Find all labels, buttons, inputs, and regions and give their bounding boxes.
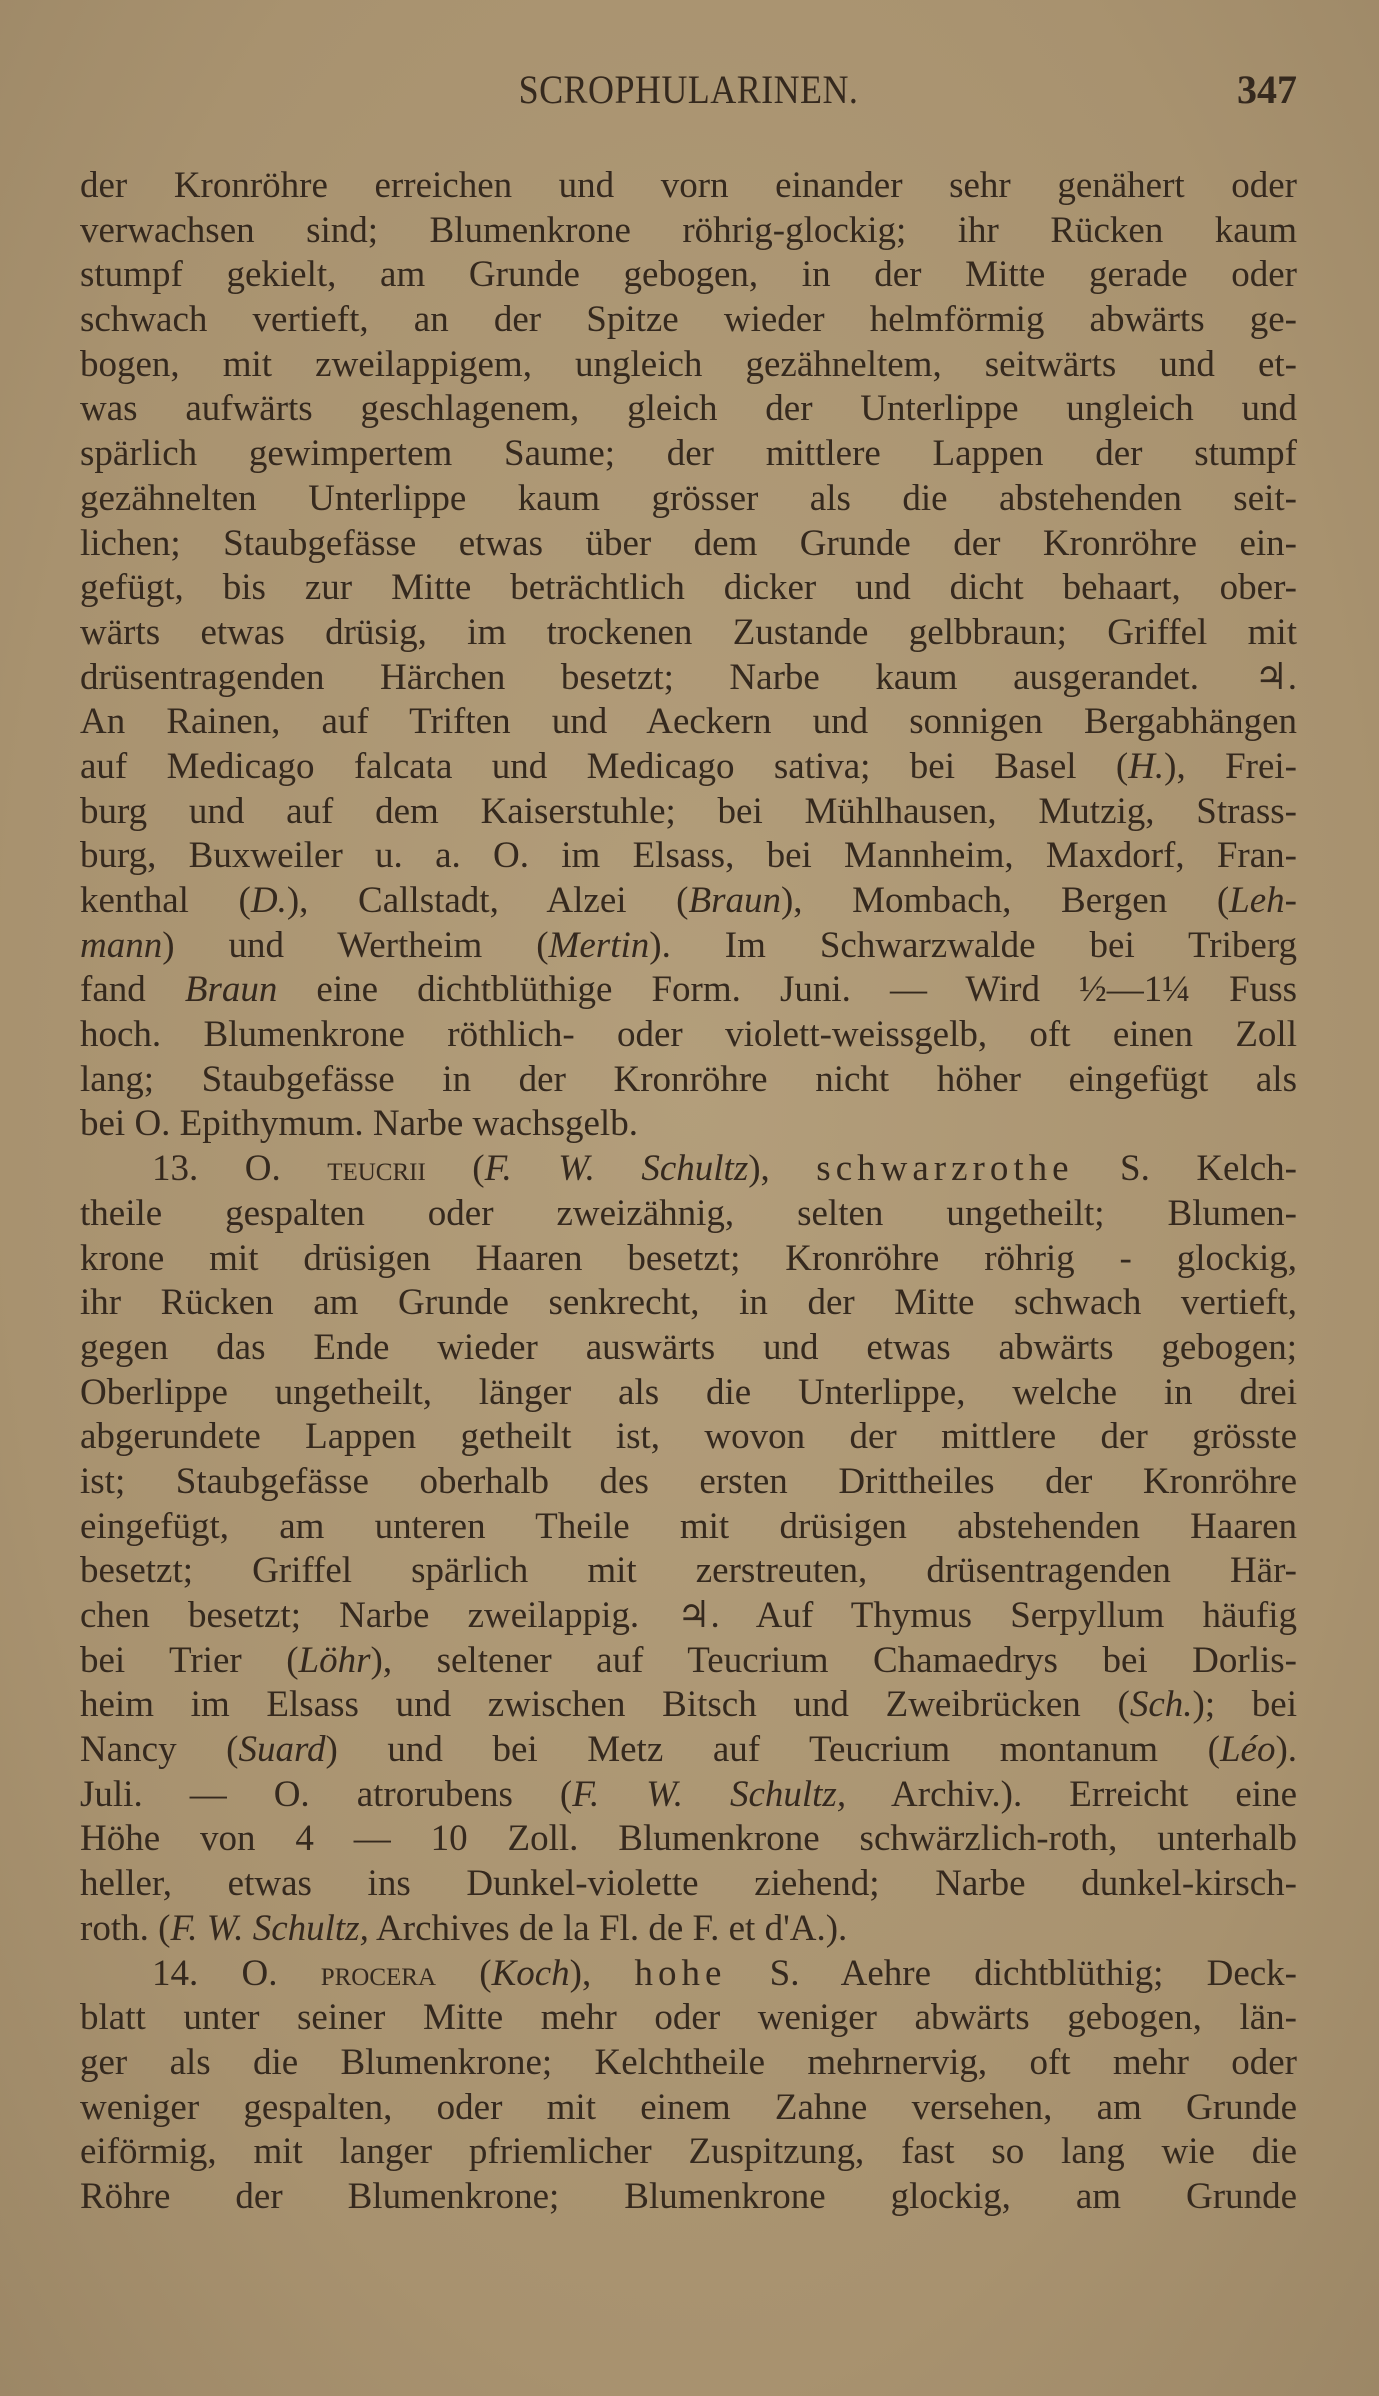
text-segment: An Rainen, auf Triften und Aeckern und sonnigen Bergabhängen	[80, 701, 1297, 743]
text-segment: ), Mombach, Bergen (	[780, 880, 1230, 921]
text-segment: schwach vertieft, an der Spitze wieder helmförmig abwärts ge-	[80, 299, 1297, 341]
spaced-text: hohe	[634, 1952, 727, 1994]
page-number: 347	[1237, 67, 1297, 112]
text-segment: Archiv.). Erreicht eine	[846, 1773, 1297, 1815]
text-segment: fand	[80, 969, 185, 1011]
text-segment: heim im Elsass und zwischen Bitsch und Zweibrücken (	[80, 1684, 1130, 1726]
text-line	[80, 2130, 1297, 2175]
text-segment: S. Aehre dichtblüthig; Deck-	[726, 1952, 1297, 1994]
italic-text: Sch.	[1129, 1684, 1193, 1726]
species-name: teucrii	[327, 1149, 426, 1189]
text-line	[80, 1594, 1297, 1639]
text-line	[80, 477, 1297, 522]
text-segment: roth. (	[80, 1907, 171, 1949]
text-segment: ),	[569, 1952, 635, 1994]
text-line	[80, 1281, 1297, 1326]
text-line	[80, 1192, 1297, 1237]
text-line	[80, 879, 1297, 924]
text-segment: ), seltener auf Teucrium Chamaedrys bei Dorlis-	[370, 1639, 1298, 1681]
text-segment: Juli. — O. atrorubens (	[80, 1773, 573, 1815]
text-segment: ); bei	[1192, 1684, 1297, 1726]
running-title: SCROPHULARINEN.	[518, 67, 859, 112]
text-line	[80, 253, 1297, 298]
text-line	[80, 1773, 1297, 1818]
text-line	[80, 522, 1297, 567]
text-segment: (	[425, 1148, 485, 1190]
text-line	[80, 1728, 1297, 1773]
text-line	[80, 1326, 1297, 1371]
text-line	[80, 790, 1297, 835]
text-segment: S. Kelch-	[1073, 1148, 1297, 1190]
body-text	[80, 164, 1297, 2220]
text-segment: krone mit drüsigen Haaren besetzt; Kronröhre röhrig - glockig,	[80, 1237, 1297, 1279]
text-line	[80, 432, 1297, 477]
text-line	[80, 1862, 1297, 1907]
text-line	[80, 700, 1297, 745]
text-line	[80, 1907, 1297, 1952]
text-line	[80, 1237, 1297, 1282]
text-segment: besetzt; Griffel spärlich mit zerstreuten, drüsentragenden Här-	[80, 1550, 1297, 1592]
text-segment: Oberlippe ungetheilt, länger als die Unterlippe, welche in drei	[80, 1371, 1297, 1413]
text-segment: burg und auf dem Kaiserstuhle; bei Mühlhausen, Mutzig, Strass-	[80, 790, 1297, 832]
text-segment: theile gespalten oder zweizähnig, selten ungetheilt; Blumen-	[80, 1192, 1297, 1234]
italic-text: Koch	[491, 1952, 570, 1994]
text-segment: abgerundete Lappen getheilt ist, wovon der mittlere der grösste	[80, 1416, 1297, 1458]
text-segment: eine dichtblüthige Form. Juni. — Wird ½—1¼ Fuss	[277, 969, 1297, 1011]
text-segment: ) und Wertheim (	[162, 924, 549, 966]
text-segment: burg, Buxweiler u. a. O. im Elsass, bei Mannheim, Maxdorf, Fran-	[80, 835, 1297, 877]
text-line	[80, 834, 1297, 879]
text-line	[80, 1102, 1297, 1147]
text-segment: chen besetzt; Narbe zweilappig. ♃. Auf Thymus Serpyllum häufig	[80, 1595, 1297, 1636]
italic-text: D.	[250, 880, 287, 921]
text-line	[80, 1371, 1297, 1416]
text-segment: verwachsen sind; Blumenkrone röhrig-glockig; ihr Rücken kaum	[80, 209, 1297, 251]
text-line	[80, 745, 1297, 790]
text-line	[80, 1505, 1297, 1550]
italic-text: Braun	[184, 969, 278, 1011]
text-segment: Archives de la Fl. de F. et d'A.).	[368, 1907, 848, 1949]
text-line	[80, 387, 1297, 432]
text-segment: was aufwärts geschlagenem, gleich der Unterlippe ungleich und	[80, 388, 1297, 430]
text-segment: 14. O.	[152, 1952, 321, 1994]
text-line	[80, 1952, 1297, 1997]
text-segment: ger als die Blumenkrone; Kelchtheile mehrnervig, oft mehr oder	[80, 2041, 1297, 2083]
text-segment: drüsentragenden Härchen besetzt; Narbe kaum ausgerandet. ♃.	[80, 656, 1297, 698]
text-segment: spärlich gewimpertem Saume; der mittlere Lappen der stumpf	[80, 433, 1297, 475]
text-line	[80, 1147, 1297, 1192]
page-header	[80, 66, 1297, 116]
text-segment: Röhre der Blumenkrone; Blumenkrone glockig, am Grunde	[80, 2175, 1297, 2217]
text-segment: gegen das Ende wieder auswärts und etwas abwärts gebogen;	[80, 1326, 1297, 1368]
text-segment: (	[436, 1952, 492, 1994]
italic-text: mann	[80, 924, 163, 966]
text-segment: bei O. Epithymum. Narbe wachsgelb.	[80, 1103, 638, 1145]
text-segment: heller, etwas ins Dunkel-violette ziehend; Narbe dunkel-kirsch-	[80, 1863, 1297, 1905]
text-segment: ). Im Schwarzwalde bei Triberg	[649, 924, 1297, 966]
text-segment: auf Medicago falcata und Medicago sativa; bei Basel (	[80, 745, 1129, 787]
text-line	[80, 2175, 1297, 2220]
text-segment: ),	[748, 1148, 817, 1190]
text-line	[80, 656, 1297, 701]
text-segment: ), Callstadt, Alzei (	[286, 880, 689, 921]
text-line	[80, 164, 1297, 209]
text-segment: kenthal (	[80, 880, 251, 921]
text-line	[80, 1460, 1297, 1505]
text-segment: lichen; Staubgefässe etwas über dem Grunde der Kronröhre ein-	[80, 522, 1297, 564]
italic-text: Mertin	[548, 924, 650, 966]
text-line	[80, 298, 1297, 343]
text-line	[80, 968, 1297, 1013]
text-line	[80, 1013, 1297, 1058]
italic-text: F. W. Schultz	[484, 1148, 749, 1190]
spaced-text: schwarzrothe	[816, 1148, 1074, 1190]
text-segment: Nancy (	[80, 1729, 239, 1771]
text-segment: Höhe von 4 — 10 Zoll. Blumenkrone schwärzlich-roth, unterhalb	[80, 1818, 1297, 1860]
text-segment: eiförmig, mit langer pfriemlicher Zuspitzung, fast so lang wie die	[80, 2131, 1297, 2173]
text-segment: bei Trier (	[80, 1639, 299, 1681]
text-segment: ), Frei-	[1164, 745, 1297, 787]
text-segment: eingefügt, am unteren Theile mit drüsigen abstehenden Haaren	[80, 1505, 1297, 1547]
text-segment: ihr Rücken am Grunde senkrecht, in der Mitte schwach vertieft,	[80, 1282, 1297, 1324]
text-line	[80, 2086, 1297, 2131]
text-line	[80, 924, 1297, 969]
italic-text: Braun	[688, 880, 781, 921]
text-line	[80, 1415, 1297, 1460]
text-line	[80, 566, 1297, 611]
text-line	[80, 1639, 1297, 1684]
text-segment: lang; Staubgefässe in der Kronröhre nicht höher eingefügt als	[80, 1058, 1297, 1100]
italic-text: Suard	[238, 1729, 326, 1771]
text-segment: blatt unter seiner Mitte mehr oder weniger abwärts gebogen, län-	[80, 1997, 1297, 2039]
text-segment: ist; Staubgefässe oberhalb des ersten Drittheiles der Kronröhre	[80, 1460, 1297, 1502]
text-line	[80, 611, 1297, 656]
italic-text: F. W. Schultz,	[572, 1773, 847, 1815]
species-name: procera	[320, 1953, 436, 1993]
text-line	[80, 343, 1297, 388]
text-segment: bogen, mit zweilappigem, ungleich gezähneltem, seitwärts und et-	[80, 343, 1297, 385]
text-segment: 13. O.	[152, 1148, 328, 1190]
italic-text: Löhr	[298, 1639, 371, 1681]
italic-text: F. W. Schultz,	[170, 1907, 369, 1949]
text-line	[80, 209, 1297, 254]
text-segment: der Kronröhre erreichen und vorn einander sehr genähert oder	[80, 165, 1297, 206]
text-segment: gefügt, bis zur Mitte beträchtlich dicker und dicht behaart, ober-	[80, 567, 1297, 609]
italic-text: H.	[1128, 745, 1165, 787]
text-segment: wärts etwas drüsig, im trockenen Zustande gelbbraun; Griffel mit	[80, 611, 1297, 653]
text-line	[80, 1996, 1297, 2041]
text-line	[80, 1549, 1297, 1594]
text-line	[80, 2041, 1297, 2086]
text-line	[80, 1058, 1297, 1103]
italic-text: Leh-	[1229, 880, 1297, 921]
text-segment: stumpf gekielt, am Grunde gebogen, in der Mitte gerade oder	[80, 254, 1297, 296]
text-segment: ) und bei Metz auf Teucrium montanum (	[325, 1729, 1220, 1771]
text-segment: hoch. Blumenkrone röthlich- oder violett-weissgelb, oft einen Zoll	[80, 1014, 1297, 1056]
italic-text: Léo	[1219, 1729, 1276, 1771]
text-segment: gezähnelten Unterlippe kaum grösser als die abstehenden seit-	[80, 477, 1297, 519]
text-line	[80, 1683, 1297, 1728]
text-segment: ).	[1275, 1729, 1298, 1771]
text-line	[80, 1817, 1297, 1862]
text-segment: weniger gespalten, oder mit einem Zahne versehen, am Grunde	[80, 2086, 1297, 2128]
